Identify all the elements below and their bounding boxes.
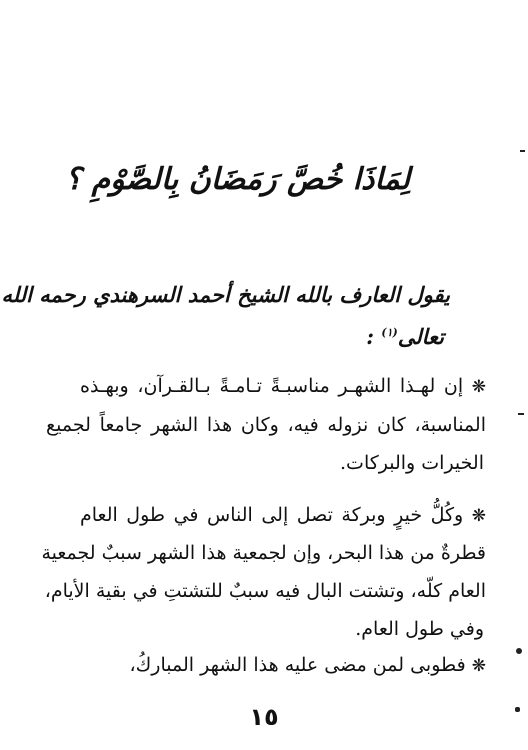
paragraph-bullet: ❋ (471, 377, 486, 397)
paragraph-1-line-2: المناسبة، كان نزوله فيه، وكان هذا الشهر جامعاً لجميع (46, 414, 486, 436)
paragraph-3-line-1 (130, 651, 487, 680)
paragraph-2-line-4: وفي طول العام. (355, 618, 484, 640)
intro-line-2-text: تعالى (397, 324, 444, 349)
scan-mark (515, 707, 520, 712)
intro-line-2-colon: : (366, 324, 375, 349)
scan-mark (518, 413, 524, 415)
paragraph-bullet: ❋ (471, 506, 486, 526)
intro-line-1: يقول العارف بالله الشيخ أحمد السرهندي رحمه الله (1, 282, 450, 307)
paragraph-2-line-2: قطرةٌ من هذا البحر، وإن لجمعية هذا الشهر سببٌ لجمعية (41, 542, 486, 564)
paragraph-2-line-3: العام كلّه، وتشتت البال فيه سببٌ للتشتتِ في بقية الأيام، (44, 580, 486, 602)
intro-line-2 (366, 318, 444, 352)
scan-mark (516, 648, 522, 654)
paragraph-bullet: ❋ (471, 656, 486, 676)
paragraph-1-line-1-text: إن لهـذا الشهـر مناسبـةً تـامـةً بـالقـرآن، وبهـذه (80, 375, 464, 397)
paragraph-2-line-1-text: وكُلُّ خيرٍ وبركة تصل إلى الناس في طول العام (80, 504, 464, 526)
paragraph-1-line-1 (80, 372, 486, 401)
footnote-reference: (١) (381, 326, 398, 339)
scan-mark (520, 150, 525, 152)
paragraph-1-line-3: الخيرات والبركات. (340, 452, 484, 474)
paragraph-3-line-1-text: فطوبى لمن مضى عليه هذا الشهر المباركُ، (129, 654, 466, 676)
page-number: ١٥ (249, 703, 279, 731)
chapter-title: لِمَاذَا خُصَّ رَمَضَانُ بِالصَّوْمِ ؟ (65, 162, 410, 197)
paragraph-2-line-1 (80, 501, 486, 530)
